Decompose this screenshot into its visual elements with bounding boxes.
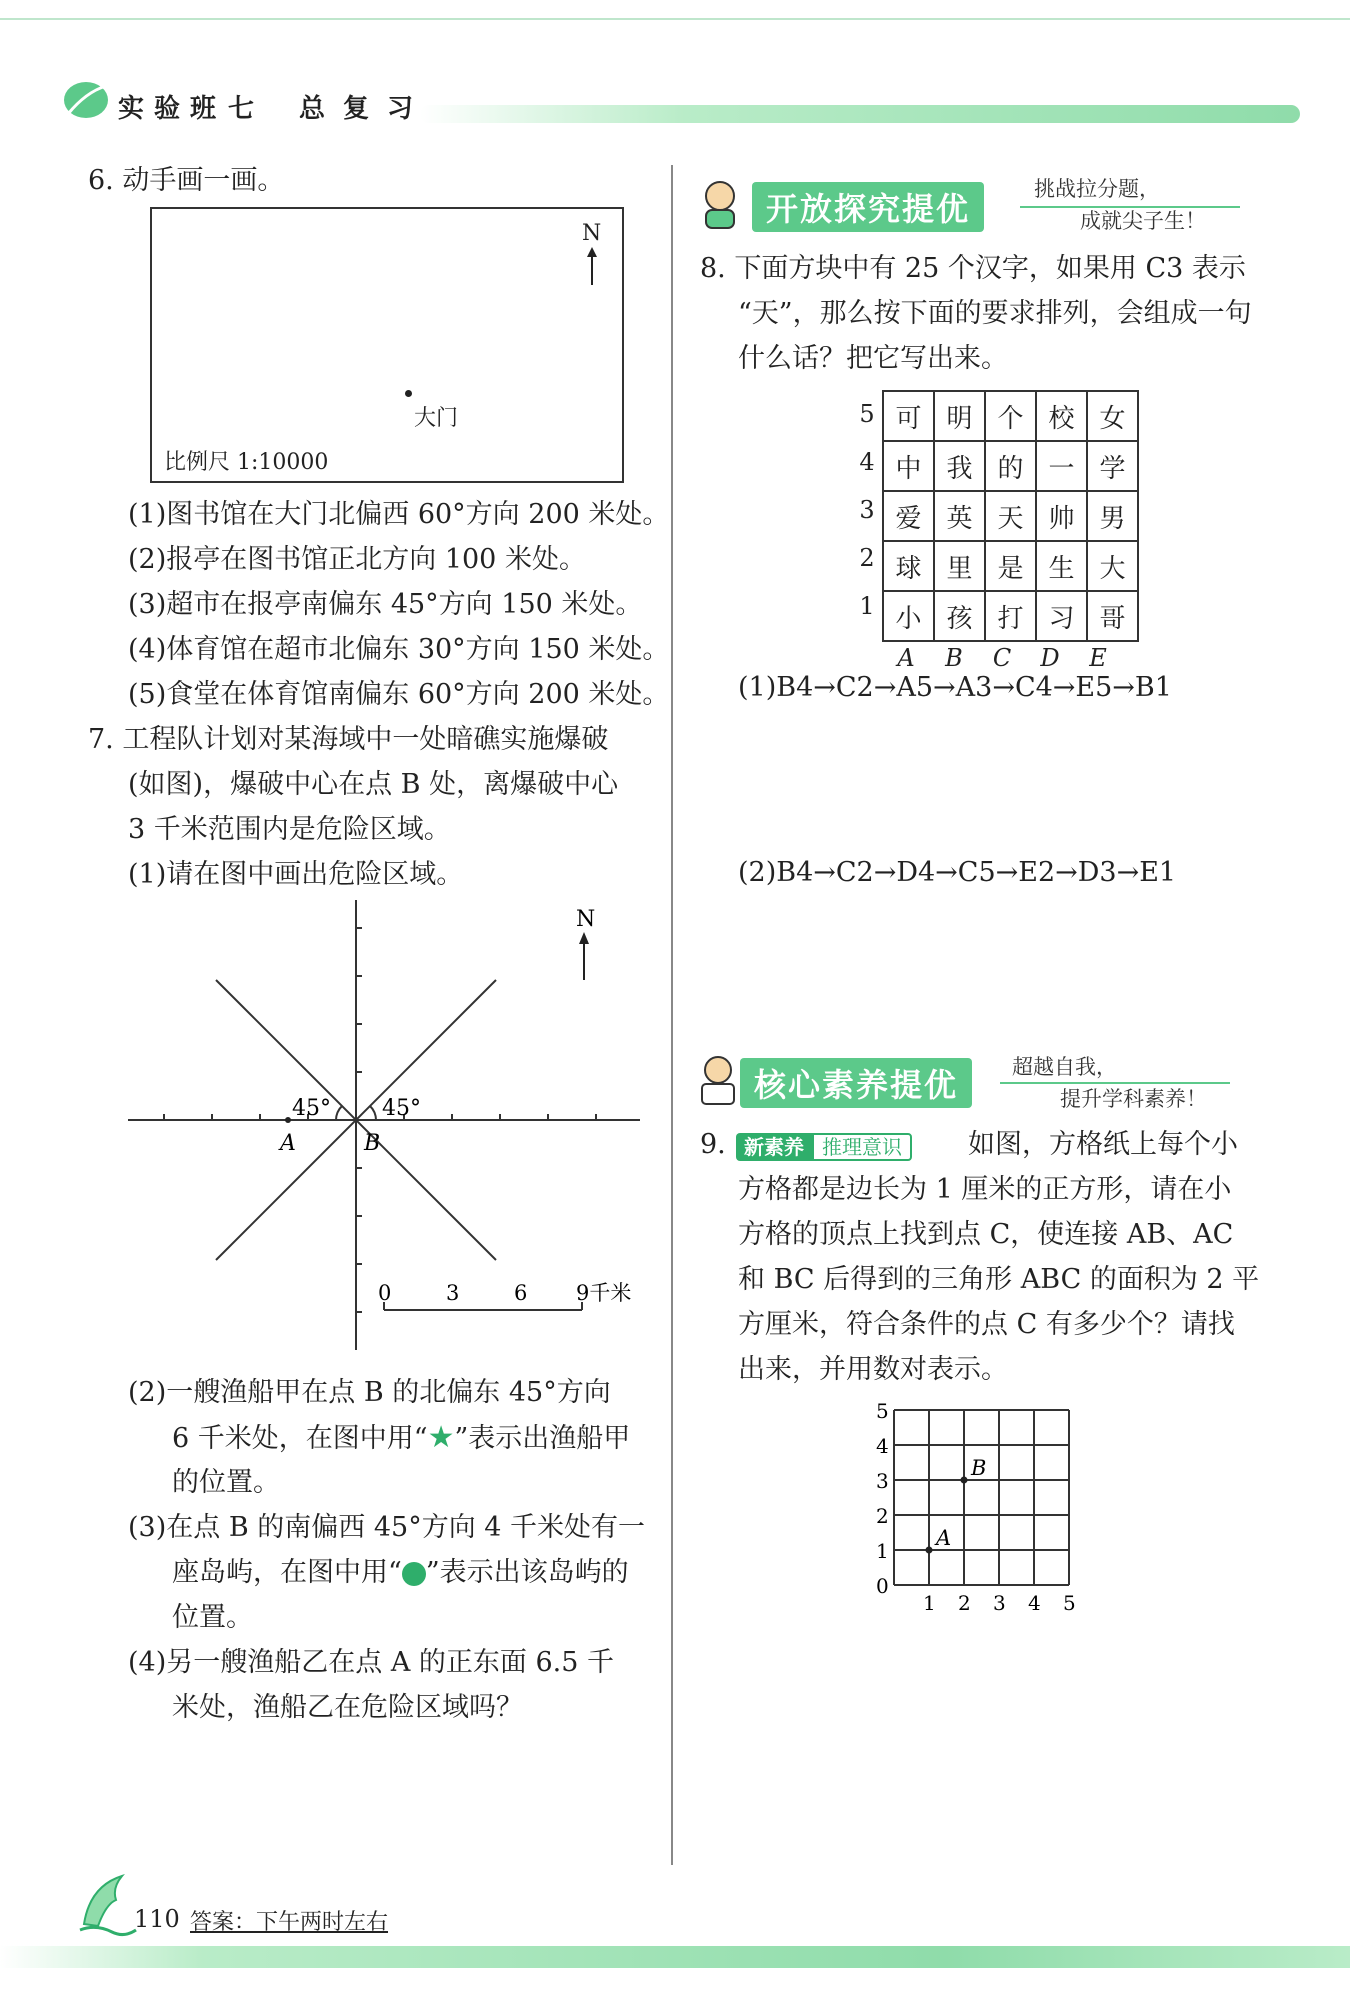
grid-cell: 小 (883, 591, 934, 641)
y-label: 4 (876, 1434, 889, 1458)
section1-slogan-rule (1020, 206, 1240, 208)
leaf-logo-icon (62, 78, 110, 122)
q8-line-1: 8. 下面方块中有 25 个汉字，如果用 C3 表示 (700, 253, 1246, 284)
q9-line-5: 方厘米，符合条件的点 C 有多少个？请找 (738, 1309, 1235, 1340)
grid-cell: 中 (883, 441, 934, 491)
point-a-label: A (936, 1526, 952, 1550)
row-label: 3 (859, 496, 875, 524)
grid-cell: 打 (985, 591, 1036, 641)
grid-cell: 学 (1087, 441, 1138, 491)
scale-label: 比例尺 1:10000 (164, 450, 329, 475)
col-label: B (945, 644, 963, 672)
table-row (883, 541, 1138, 591)
grid-cell: 爱 (883, 491, 934, 541)
y-label: 5 (876, 1400, 889, 1423)
point-a (285, 1117, 291, 1123)
grid-cell: 女 (1087, 391, 1138, 441)
scale-tick-6: 6 (514, 1281, 528, 1305)
q7-part3-line-3: 位置。 (172, 1602, 253, 1633)
grid-cell: 明 (934, 391, 985, 441)
section2-slogan-2: 提升学科素养！ (1060, 1087, 1207, 1111)
point-a-label: A (280, 1131, 296, 1156)
point-b-label: B (971, 1456, 987, 1480)
q7-part2-line-2: 6 千米处，在图中用“★”表示出渔船甲 (172, 1420, 631, 1455)
point-b-label: B (364, 1131, 381, 1156)
q6-item-1: (1)图书馆在大门北偏西 60°方向 200 米处。 (128, 499, 670, 530)
scale-tick-3: 3 (446, 1281, 460, 1305)
table-row (883, 491, 1138, 541)
q8-character-grid (882, 390, 1139, 642)
q8-row-labels (852, 390, 882, 642)
column-divider (671, 165, 673, 1865)
star-icon: ★ (427, 1420, 455, 1455)
table-row (883, 441, 1138, 491)
north-arrow-icon (584, 247, 600, 287)
grid-cell: 天 (985, 491, 1036, 541)
q6-item-3: (3)超市在报亭南偏东 45°方向 150 米处。 (128, 589, 643, 620)
student-mascot-icon (692, 176, 748, 232)
row-label: 4 (859, 448, 875, 476)
gate-point (405, 390, 412, 397)
y-label: 3 (876, 1469, 889, 1493)
col-label: C (992, 644, 1012, 672)
point-b (961, 1477, 968, 1484)
q9-line-6: 出来，并用数对表示。 (738, 1354, 1008, 1385)
grid-cell: 里 (934, 541, 985, 591)
reading-mascot-icon (692, 1052, 744, 1108)
q7-line-3: 3 千米范围内是危险区域。 (128, 814, 451, 845)
q7-line-1: 7. 工程队计划对某海域中一处暗礁实施爆破 (88, 724, 609, 755)
row-label: 1 (859, 592, 875, 620)
q7-part3-line-2: 座岛屿，在图中用“ ”表示出该岛屿的 (172, 1557, 629, 1588)
scale-tick-9: 9千米 (576, 1281, 632, 1305)
grid-cell: 可 (883, 391, 934, 441)
grid-lines (894, 1410, 1069, 1585)
q7-line-4: (1)请在图中画出危险区域。 (128, 859, 464, 890)
section1-title: 开放探究提优 (752, 182, 984, 232)
grid-cell: 帅 (1036, 491, 1087, 541)
q8-sequence-1: (1)B4→C2→A5→A3→C4→E5→B1 (738, 672, 1172, 703)
point-a (926, 1547, 933, 1554)
x-label: 4 (1028, 1591, 1041, 1615)
footer-band (0, 1946, 1350, 1968)
q8-line-3: 什么话？把它写出来。 (738, 343, 1008, 374)
q8-line-2: “天”，那么按下面的要求排列，会组成一句 (738, 298, 1252, 329)
grid-cell: 英 (934, 491, 985, 541)
x-label: 5 (1063, 1591, 1076, 1615)
grid-cell: 球 (883, 541, 934, 591)
q7-part4-line-1: (4)另一艘渔船乙在点 A 的正东面 6.5 千 (128, 1647, 615, 1678)
q7-part2-line-3: 的位置。 (172, 1467, 280, 1498)
q7-part2-line-1: (2)一艘渔船甲在点 B 的北偏东 45°方向 (128, 1377, 611, 1408)
q6-title: 6. 动手画一画。 (88, 165, 285, 196)
header-section: 七 总复习 (228, 94, 432, 124)
col-label: A (897, 644, 915, 672)
col-label: E (1089, 644, 1107, 672)
x-label: 2 (958, 1591, 971, 1615)
top-rule (0, 18, 1350, 20)
q7-figure (120, 900, 660, 1360)
x-label: 3 (993, 1591, 1006, 1615)
grid-cell: 男 (1087, 491, 1138, 541)
angle-left-label: 45° (292, 1096, 331, 1121)
angle-arc-right (370, 1106, 376, 1120)
table-row (883, 591, 1138, 641)
row-label: 5 (859, 400, 875, 428)
y-label: 1 (876, 1539, 889, 1563)
q9-number: 9. (700, 1129, 726, 1160)
section2-slogan-rule (1000, 1082, 1230, 1084)
q9-line-3: 方格的顶点上找到点 C，使连接 AB、AC (738, 1219, 1234, 1250)
row-label: 2 (859, 544, 875, 572)
col-label: D (1040, 644, 1060, 672)
tag-new-literacy: 新素养 (736, 1133, 812, 1161)
table-row (883, 391, 1138, 441)
x-label: 1 (923, 1591, 936, 1615)
grid-cell: 是 (985, 541, 1036, 591)
q9-line-1: 如图，方格纸上每个小 (968, 1129, 1238, 1160)
q6-item-4: (4)体育馆在超市北偏东 30°方向 150 米处。 (128, 634, 670, 665)
section1-slogan-1: 挑战拉分题， (1034, 177, 1160, 201)
grid-cell: 一 (1036, 441, 1087, 491)
grid-cell: 的 (985, 441, 1036, 491)
q9-line-2: 方格都是边长为 1 厘米的正方形，请在小 (738, 1174, 1232, 1205)
grid-cell: 孩 (934, 591, 985, 641)
grid-cell: 大 (1087, 541, 1138, 591)
header-band (420, 105, 1300, 123)
section1-slogan-2: 成就尖子生！ (1080, 209, 1206, 233)
green-dot-icon (402, 1562, 426, 1586)
answer-note: 答案：下午两时左右 (190, 1910, 389, 1935)
angle-arc-left (336, 1106, 342, 1120)
q6-north-label: N (582, 221, 602, 246)
grid-cell: 生 (1036, 541, 1087, 591)
grid-cell: 我 (934, 441, 985, 491)
grid-cell: 个 (985, 391, 1036, 441)
grid-cell: 校 (1036, 391, 1087, 441)
section2-title: 核心素养提优 (740, 1058, 972, 1108)
q6-item-2: (2)报亭在图书馆正北方向 100 米处。 (128, 544, 586, 575)
q9-tags (736, 1131, 912, 1160)
y-label: 0 (876, 1574, 889, 1598)
section2-slogan-1: 超越自我， (1012, 1055, 1117, 1079)
grid-cell: 习 (1036, 591, 1087, 641)
q7-part3-line-1: (3)在点 B 的南偏西 45°方向 4 千米处有一 (128, 1512, 646, 1543)
scale-tick-0: 0 (378, 1281, 392, 1305)
q8-sequence-2: (2)B4→C2→D4→C5→E2→D3→E1 (738, 857, 1177, 888)
q6-map-box (150, 207, 624, 483)
q8-grid-wrapper (852, 390, 1139, 672)
angle-right-label: 45° (382, 1096, 421, 1121)
q7-north-label: N (576, 907, 596, 932)
q7-line-2: (如图)，爆破中心在点 B 处，离爆破中心 (128, 769, 619, 800)
q9-line-4: 和 BC 后得到的三角形 ABC 的面积为 2 平 (738, 1264, 1260, 1295)
q7-part4-line-2: 米处，渔船乙在危险区域吗？ (172, 1692, 523, 1723)
y-label: 2 (876, 1504, 889, 1528)
dolphin-icon (76, 1868, 140, 1940)
grid-cell: 哥 (1087, 591, 1138, 641)
q9-grid-figure (860, 1400, 1090, 1620)
q6-item-5: (5)食堂在体育馆南偏东 60°方向 200 米处。 (128, 679, 670, 710)
header-title: 实验班 (118, 94, 227, 124)
page-number: 110 (134, 1905, 180, 1933)
tag-reasoning: 推理意识 (812, 1133, 912, 1161)
gate-label: 大门 (414, 406, 459, 431)
